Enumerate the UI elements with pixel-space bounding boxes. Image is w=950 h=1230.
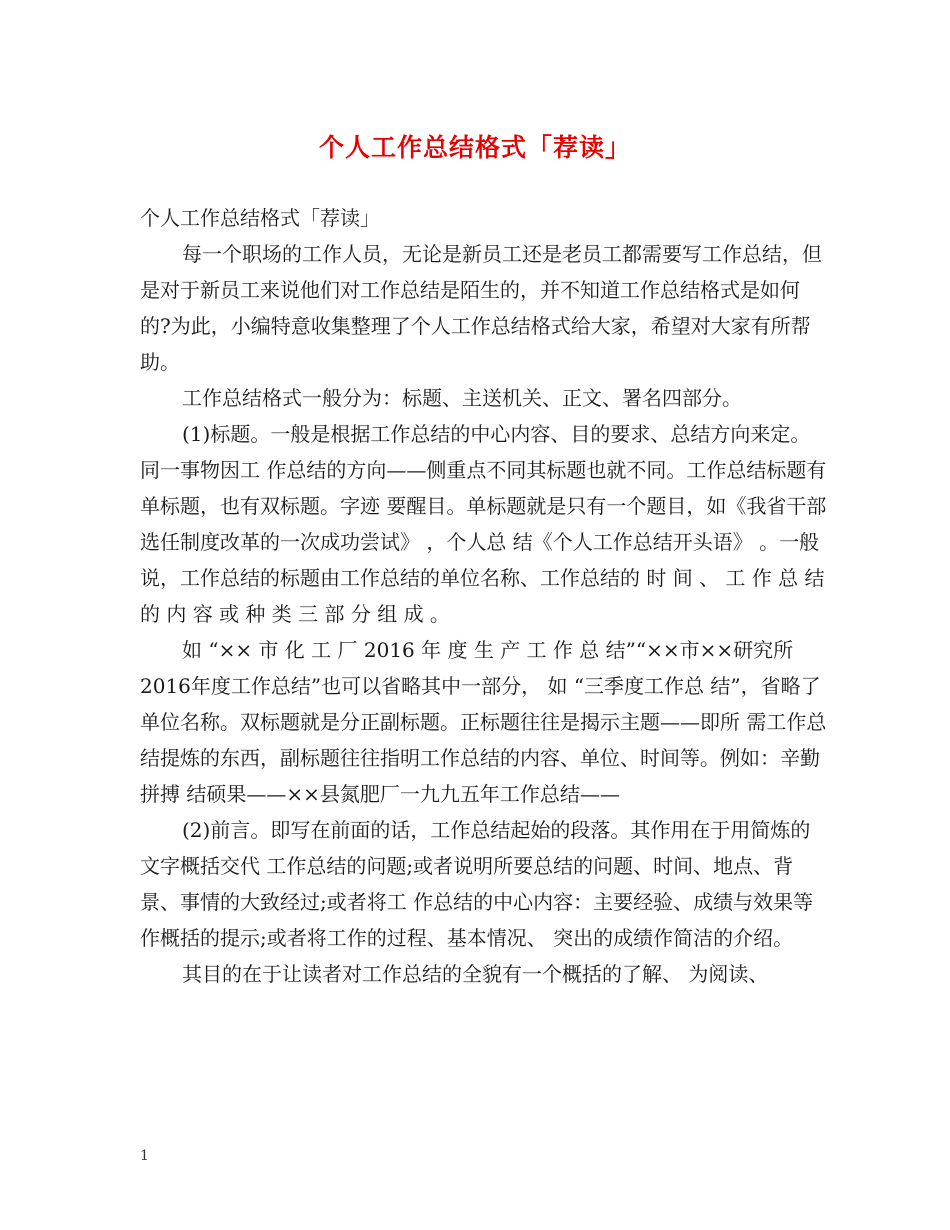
paragraph-format-parts: 工作总结格式一般分为：标题、主送机关、正文、署名四部分。 [182,386,742,410]
paragraph-intro: 每一个职场的工作人员，无论是新员工还是老员工都需要写工作总结，但是对于新员工来说他们对工作总结是陌生的，并不知道工作总结格式是如何的?为此，小编特意收集整理了个人工作总结格式给大家，希望对大家有所帮助。 [140,242,822,374]
page-number: 1 [140,1148,149,1164]
paragraph-preface: (2)前言。即写在前面的话，工作总结起始的段落。其作用在于用简炼的文字概括交代 工作总结的问题;或者说明所要总结的问题、时间、地点、背景、事情的大致经过;或者将工 作总结的中心内容：主要经验、成绩与效果等作概括的提示;或者将工作的过程、基本情况、 突出的成绩作简洁的介绍。 [140,818,814,950]
document-body [140,200,830,992]
document-title: 个人工作总结格式「荐读」 [318,133,631,162]
paragraph-heading: 个人工作总结格式「荐读」 [140,206,380,230]
paragraph-title-section: (1)标题。一般是根据工作总结的中心内容、目的要求、总结方向来定。同一事物因工 作总结的方向——侧重点不同其标题也就不同。工作总结标题有单标题，也有双标题。字迹 要醒目。单标题就是只有一个题目，如《我省干部选任制度改革的一次成功尝试》 ，个人总 结《个人工作总结开头语》 。一般说，工作总结的标题由工作总结的单位名称、工作总结的 时 间 、 工 作 总 结 的 内 容 或 种 类 三 部 分 组 成 。 [140,422,827,626]
paragraph-purpose: 其目的在于让读者对工作总结的全貌有一个概括的了解、 为阅读、 [182,962,769,986]
paragraph-title-examples: 如 “×× 市 化 工 厂 2016 年 度 生 产 工 作 总 结”“××市××研究所2016年度工作总结”也可以省略其中一部分， 如 “三季度工作总 结”，省略了单位名称。双标题就是分正副标题。正标题往往是揭示主题——即所 需工作总结提炼的东西，副标题往往指明工作总结的内容、单位、时间等。例如：辛勤拼搏 结硕果——××县氮肥厂一九九五年工作总结—— [140,638,827,806]
